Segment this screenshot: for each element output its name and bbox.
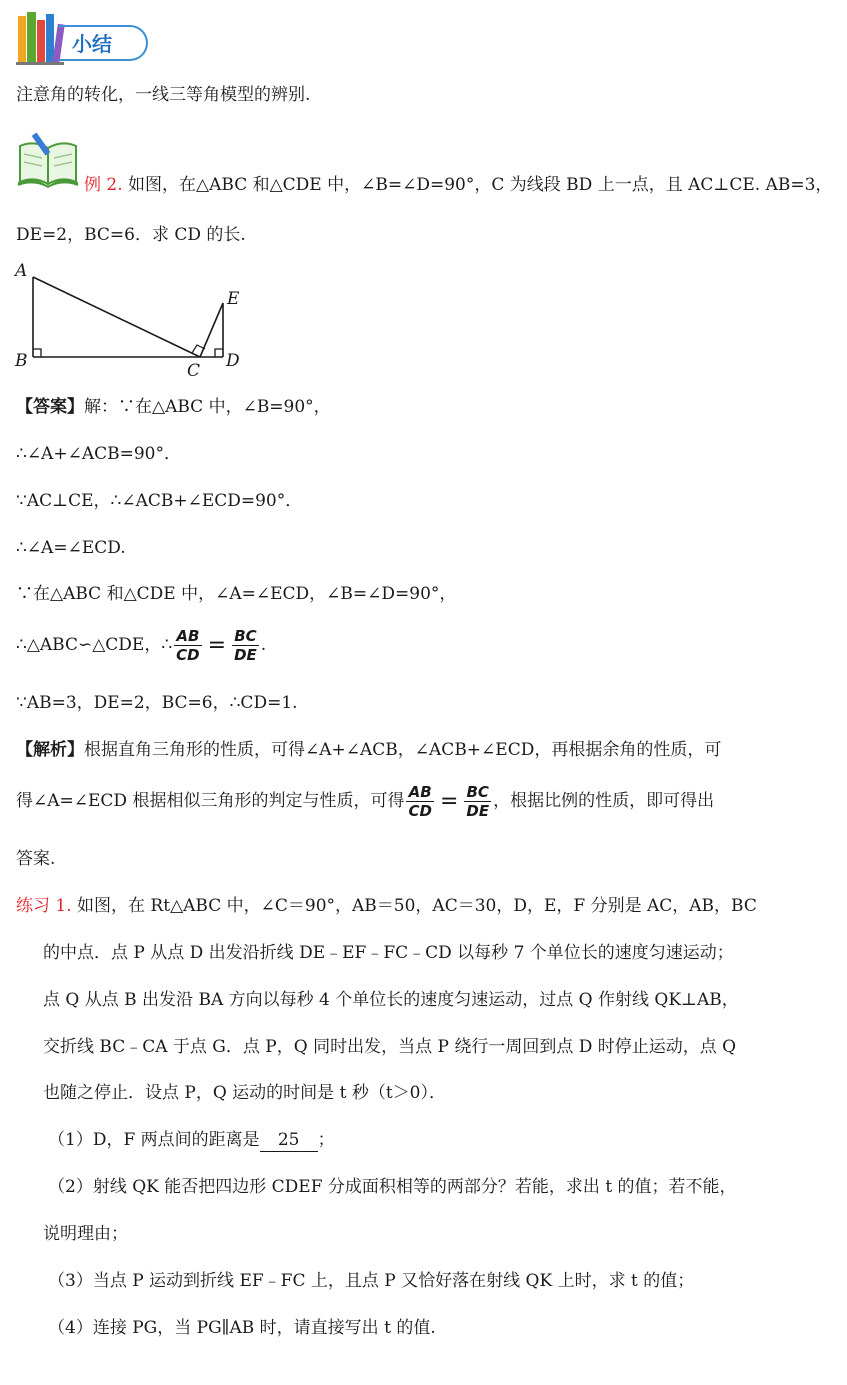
label-c: C (187, 361, 201, 380)
analysis-line-2: 得∠A=∠ECD 根据相似三角形的判定与性质，可得 $\frac{AB}{CD}$ = $\frac{BC}{DE}$ ，根据比例的性质，即可得出 (16, 783, 715, 820)
question-3: （3）当点 P 运动到折线 EF﹣FC 上，且点 P 又恰好落在射线 QK 上时，求 t 的值； (48, 1271, 695, 1291)
answer-line-4: ∴∠A=∠ECD. (16, 538, 126, 558)
exercise-line-3: 点 Q 从点 B 出发沿 BA 方向以每秒 4 个单位长的速度匀速运动，过点 Q 作射线 QK⊥AB， (43, 990, 739, 1010)
analysis-fraction-ab-cd: $\frac{AB}{CD}$ (408, 783, 432, 820)
open-book-icon (16, 132, 82, 188)
question-1: （1）D，F 两点间的距离是 (48, 1130, 260, 1150)
answer-line-6-text: ∴△ABC∽△CDE，∴ (16, 635, 173, 655)
answer-line-3: ∵AC⊥CE，∴∠ACB+∠ECD=90°． (16, 491, 303, 511)
analysis-line-1: 根据直角三角形的性质，可得∠A+∠ACB，∠ACB+∠ECD，再根据余角的性质，可 (84, 740, 722, 760)
question-4: （4）连接 PG，当 PG∥AB 时，请直接写出 t 的值. (48, 1318, 436, 1338)
equals-sign: = (207, 632, 227, 658)
question-2-line-2: 说明理由； (43, 1224, 128, 1244)
answer-line-6: ∴△ABC∽△CDE，∴ $\frac{AB}{CD}$ = $\frac{BC}{DE}$ . (16, 622, 266, 669)
right-angle-b (33, 349, 41, 357)
analysis-fraction-bc-de: $\frac{BC}{DE}$ (466, 783, 490, 820)
question-2-line-1: （2）射线 QK 能否把四边形 CDEF 分成面积相等的两部分？若能，求出 t 的值；若不能， (48, 1177, 737, 1197)
answer-line-5: ∵在△ABC 和△CDE 中，∠A=∠ECD，∠B=∠D=90°， (16, 584, 457, 604)
fraction-ab-cd: $\frac{AB}{CD}$ (176, 627, 200, 664)
exercise-line-1: 如图，在 Rt△ABC 中，∠C＝90°，AB＝50，AC＝30，D，E，F 分别是 AC，AB，BC (77, 896, 757, 916)
label-a: A (15, 261, 28, 281)
triangle-figure (12, 260, 252, 380)
exercise-line-4: 交折线 BC﹣CA 于点 G．点 P，Q 同时出发，当点 P 绕行一周回到点 D 时停止运动，点 Q (43, 1037, 737, 1057)
label-d: D (226, 351, 240, 371)
segment-ac (33, 277, 200, 357)
label-e: E (227, 289, 240, 309)
summary-text: 注意角的转化，一线三等角模型的辨别. (16, 85, 311, 105)
answer-head: 【答案】 (16, 397, 84, 417)
example-label: 例 2. (84, 175, 123, 195)
answer-line-1: 解：∵在△ABC 中，∠B=90°， (84, 397, 331, 417)
label-b: B (15, 351, 28, 371)
exercise-line-2: 的中点．点 P 从点 D 出发沿折线 DE﹣EF﹣FC﹣CD 以每秒 7 个单位长的速度匀速运动； (43, 943, 734, 963)
right-angle-d (215, 349, 223, 357)
exercise-label: 练习 1. (16, 896, 72, 916)
answer-line-7: ∵AB=3，DE=2，BC=6，∴CD=1. (16, 693, 298, 713)
question-1-answer: 25 (260, 1129, 318, 1152)
answer-line-2: ∴∠A+∠ACB=90°． (16, 444, 181, 464)
example-line-2: DE=2，BC=6．求 CD 的长. (16, 225, 246, 245)
exercise-line-5: 也随之停止．设点 P，Q 运动的时间是 t 秒（t＞0）． (43, 1083, 446, 1103)
example-line-1: 如图，在△ABC 和△CDE 中，∠B=∠D=90°，C 为线段 BD 上一点，且 AC⊥CE. AB=3， (128, 175, 833, 195)
fraction-bc-de: $\frac{BC}{DE}$ (234, 627, 257, 664)
analysis-line-3: 答案. (16, 849, 56, 869)
analysis-head: 【解析】 (16, 740, 84, 760)
summary-title: 小结 (72, 32, 112, 56)
